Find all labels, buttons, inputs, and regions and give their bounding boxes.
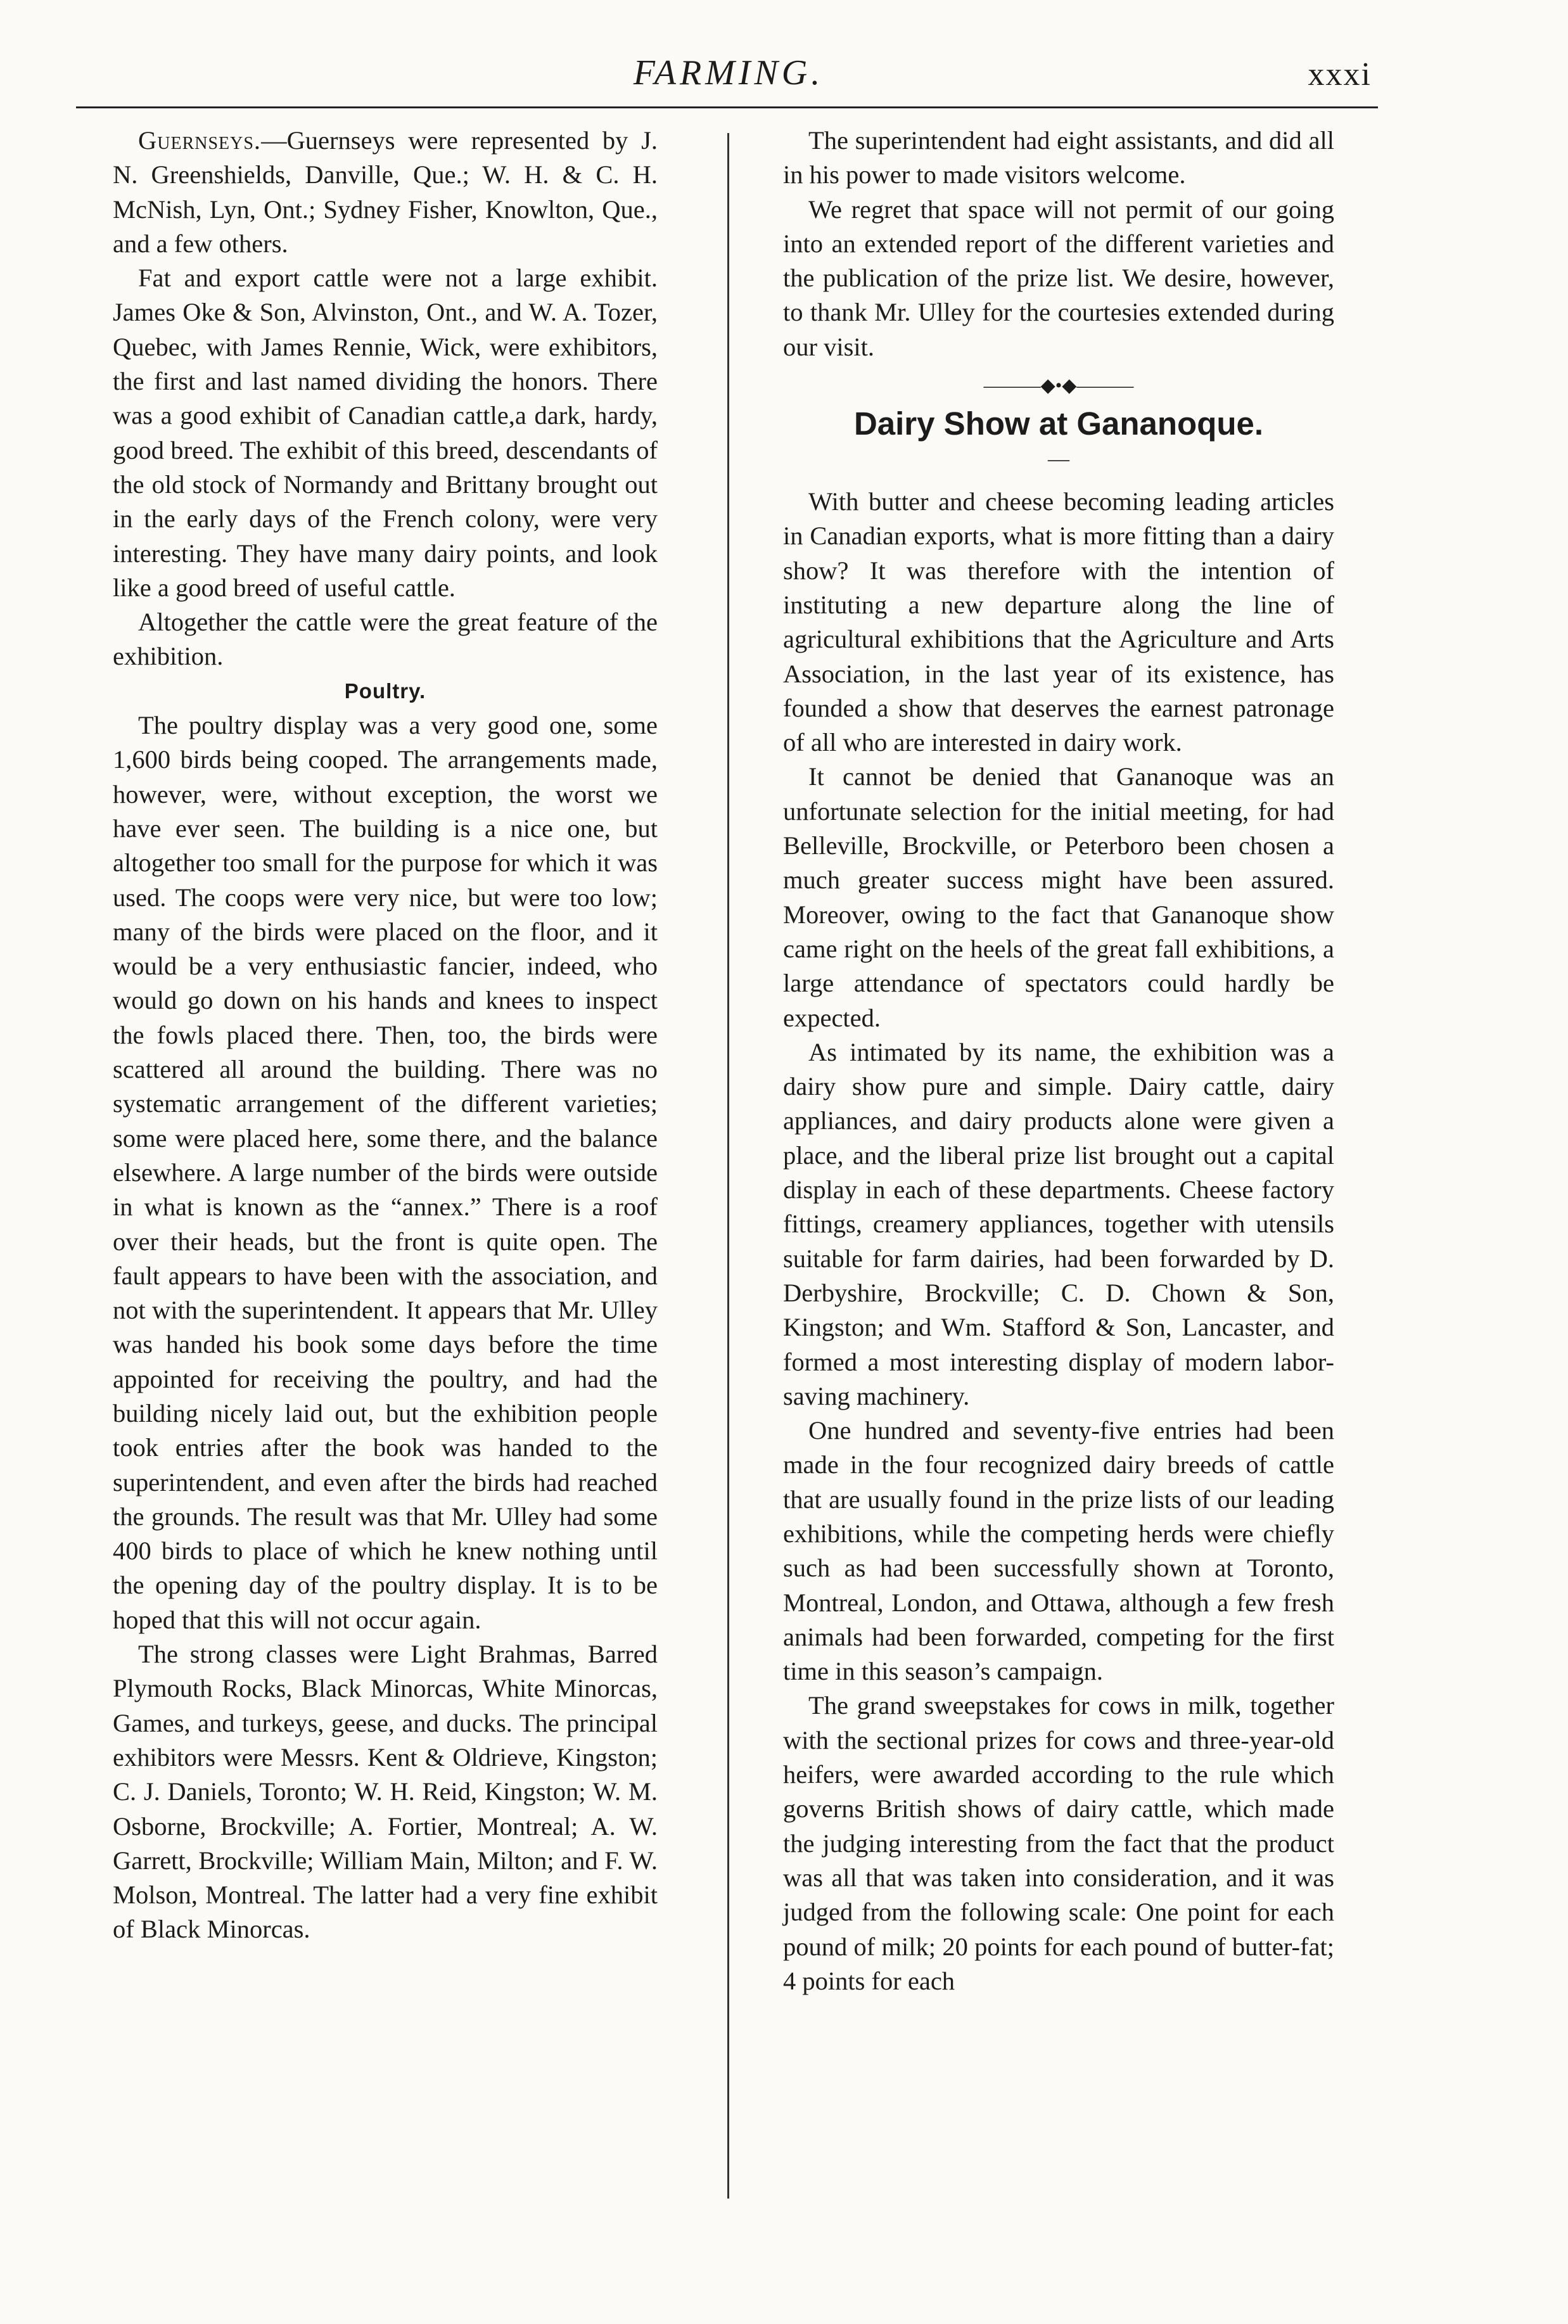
paragraph-altogether: Altogether the cattle were the great feature of the exhibition. <box>113 608 658 671</box>
guernseys-body: —Guernseys were represented by J. N. Greenshields, Danville, Que.; W. H. & C. H. McNish, Lyn, Ont.; Sydney Fisher, Knowlton, Que., and a few others. <box>113 126 658 258</box>
header-rule <box>76 106 1378 108</box>
paragraph-cannot-be-denied: It cannot be denied that Gananoque was an unfortunate selection for the initial meeting, for had Belleville, Brockville, or Peterboro been chosen a much greater success might have been assured. Moreover, owing to the fact that Gananoque show came right on the heels of the great fall exhibitions, a large attendance of spectators could hardly be expected. <box>783 762 1334 1032</box>
paragraph-guernseys <box>113 124 658 261</box>
paragraph-fat-cattle: Fat and export cattle were not a large exhibit. James Oke & Son, Alvinston, Ont., and W. A. Tozer, Quebec, with James Rennie, Wick, were exhibitors, the first and last named dividing the honors. There was a good exhibit of Canadian cattle,a dark, hardy, good breed. The exhibit of this breed, descendants of the old stock of Normandy and Brittany brought out in the early days of the French colony, were very interesting. They have many dairy points, and look like a good breed of useful cattle. <box>113 264 658 602</box>
right-column <box>783 124 1334 1998</box>
guernseys-lead: Guernseys. <box>138 126 262 155</box>
paragraph-grand-sweepstakes: The grand sweepstakes for cows in milk, together with the sectional prizes for cows and three-year-old heifers, were awarded according to the rule which governs British shows of dairy cattle, which made the judging interesting from the fact that the product was all that was taken into consideration, and it was judged from the following scale: One point for each pound of milk; 20 points for each pound of butter-fat; 4 points for each <box>783 1691 1334 1995</box>
paragraph-strong-classes: The strong classes were Light Brahmas, Barred Plymouth Rocks, Black Minorcas, White Minorcas, Games, and turkeys, geese, and ducks. The principal exhibitors were Messrs. Kent & Oldrieve, Kingston; C. J. Daniels, Toronto; W. H. Reid, Kingston; W. M. Osborne, Brockville; A. Fortier, Montreal; A. W. Garrett, Brockville; William Main, Milton; and F. W. Molson, Montreal. The latter had a very fine exhibit of Black Minorcas. <box>113 1640 658 1944</box>
paragraph-one-hundred: One hundred and seventy-five entries had been made in the four recognized dairy breeds of cattle that are usually found in the prize lists of our leading exhibitions, while the competing herds were chiefly such as had been successfully shown at Toronto, Montreal, London, and Ottawa, although a few fresh animals had been forwarded, competing for the first time in this season’s campaign. <box>783 1416 1334 1686</box>
paragraph-regret: We regret that space will not permit of our going into an extended report of the different varieties and the publication of the prize list. We desire, however, to thank Mr. Ulley for the courtesies extended during our visit. <box>783 195 1334 361</box>
poultry-heading: Poultry. <box>344 679 426 703</box>
paragraph-butter-cheese: With butter and cheese becoming leading articles in Canadian exports, what is more fitting than a dairy show? It was therefore with the intention of instituting a new departure along the line of agricultural exhibitions that the Agriculture and Arts Association, in the last year of its existence, has founded a show that deserves the earnest patronage of all who are interested in dairy work. <box>783 487 1334 757</box>
section-ornament: ———◆•◆——— <box>983 375 1134 397</box>
paragraph-poultry-display: The poultry display was a very good one, some 1,600 birds being cooped. The arrangements made, however, were, without exception, the worst we have ever seen. The building is a nice one, but altogether too small for the purpose for which it was used. The coops were very nice, but were too low; many of the birds were placed on the floor, and it would be a very enthusiastic fancier, indeed, who would go down on his hands and knees to inspect the fowls placed there. Then, too, the birds were scattered all around the building. There was no systematic arrangement of the different varieties; some were placed here, some there, and the balance elsewhere. A large number of the birds were outside in what is known as the “annex.” There is a roof over their heads, but the front is quite open. The fault appears to have been with the association, and not with the superintendent. It appears that Mr. Ulley was handed his book some days before the time appointed for receiving the poultry, and had the building nicely laid out, but the exhibition people took entries after the book was handed to the superintendent, and even after the birds had reached the grounds. The result was that Mr. Ulley had some 400 birds to place of which he knew nothing until the opening day of the poultry display. It is to be hoped that this will not occur again. <box>113 711 658 1634</box>
page-number: xxxi <box>1308 56 1372 93</box>
column-divider <box>727 133 729 2199</box>
paragraph-superintendent: The superintendent had eight assistants, and did all in his power to made visitors welcome. <box>783 126 1334 189</box>
paragraph-as-intimated: As intimated by its name, the exhibition was a dairy show pure and simple. Dairy cattle, dairy appliances, and dairy products alone were given a place, and the liberal prize list brought out a capital display in each of these departments. Cheese factory fittings, creamery appliances, together with utensils suitable for farm dairies, had been forwarded by D. Derbyshire, Brockville; C. D. Chown & Son, Kingston; and Wm. Stafford & Son, Lancaster, and formed a most interesting display of modern labor-saving machinery. <box>783 1037 1334 1410</box>
section-title-dairy-show: Dairy Show at Gananoque. <box>853 405 1264 442</box>
left-column <box>113 124 658 1947</box>
page-header-title: FARMING. <box>633 53 824 93</box>
title-dash: — <box>1048 447 1069 471</box>
